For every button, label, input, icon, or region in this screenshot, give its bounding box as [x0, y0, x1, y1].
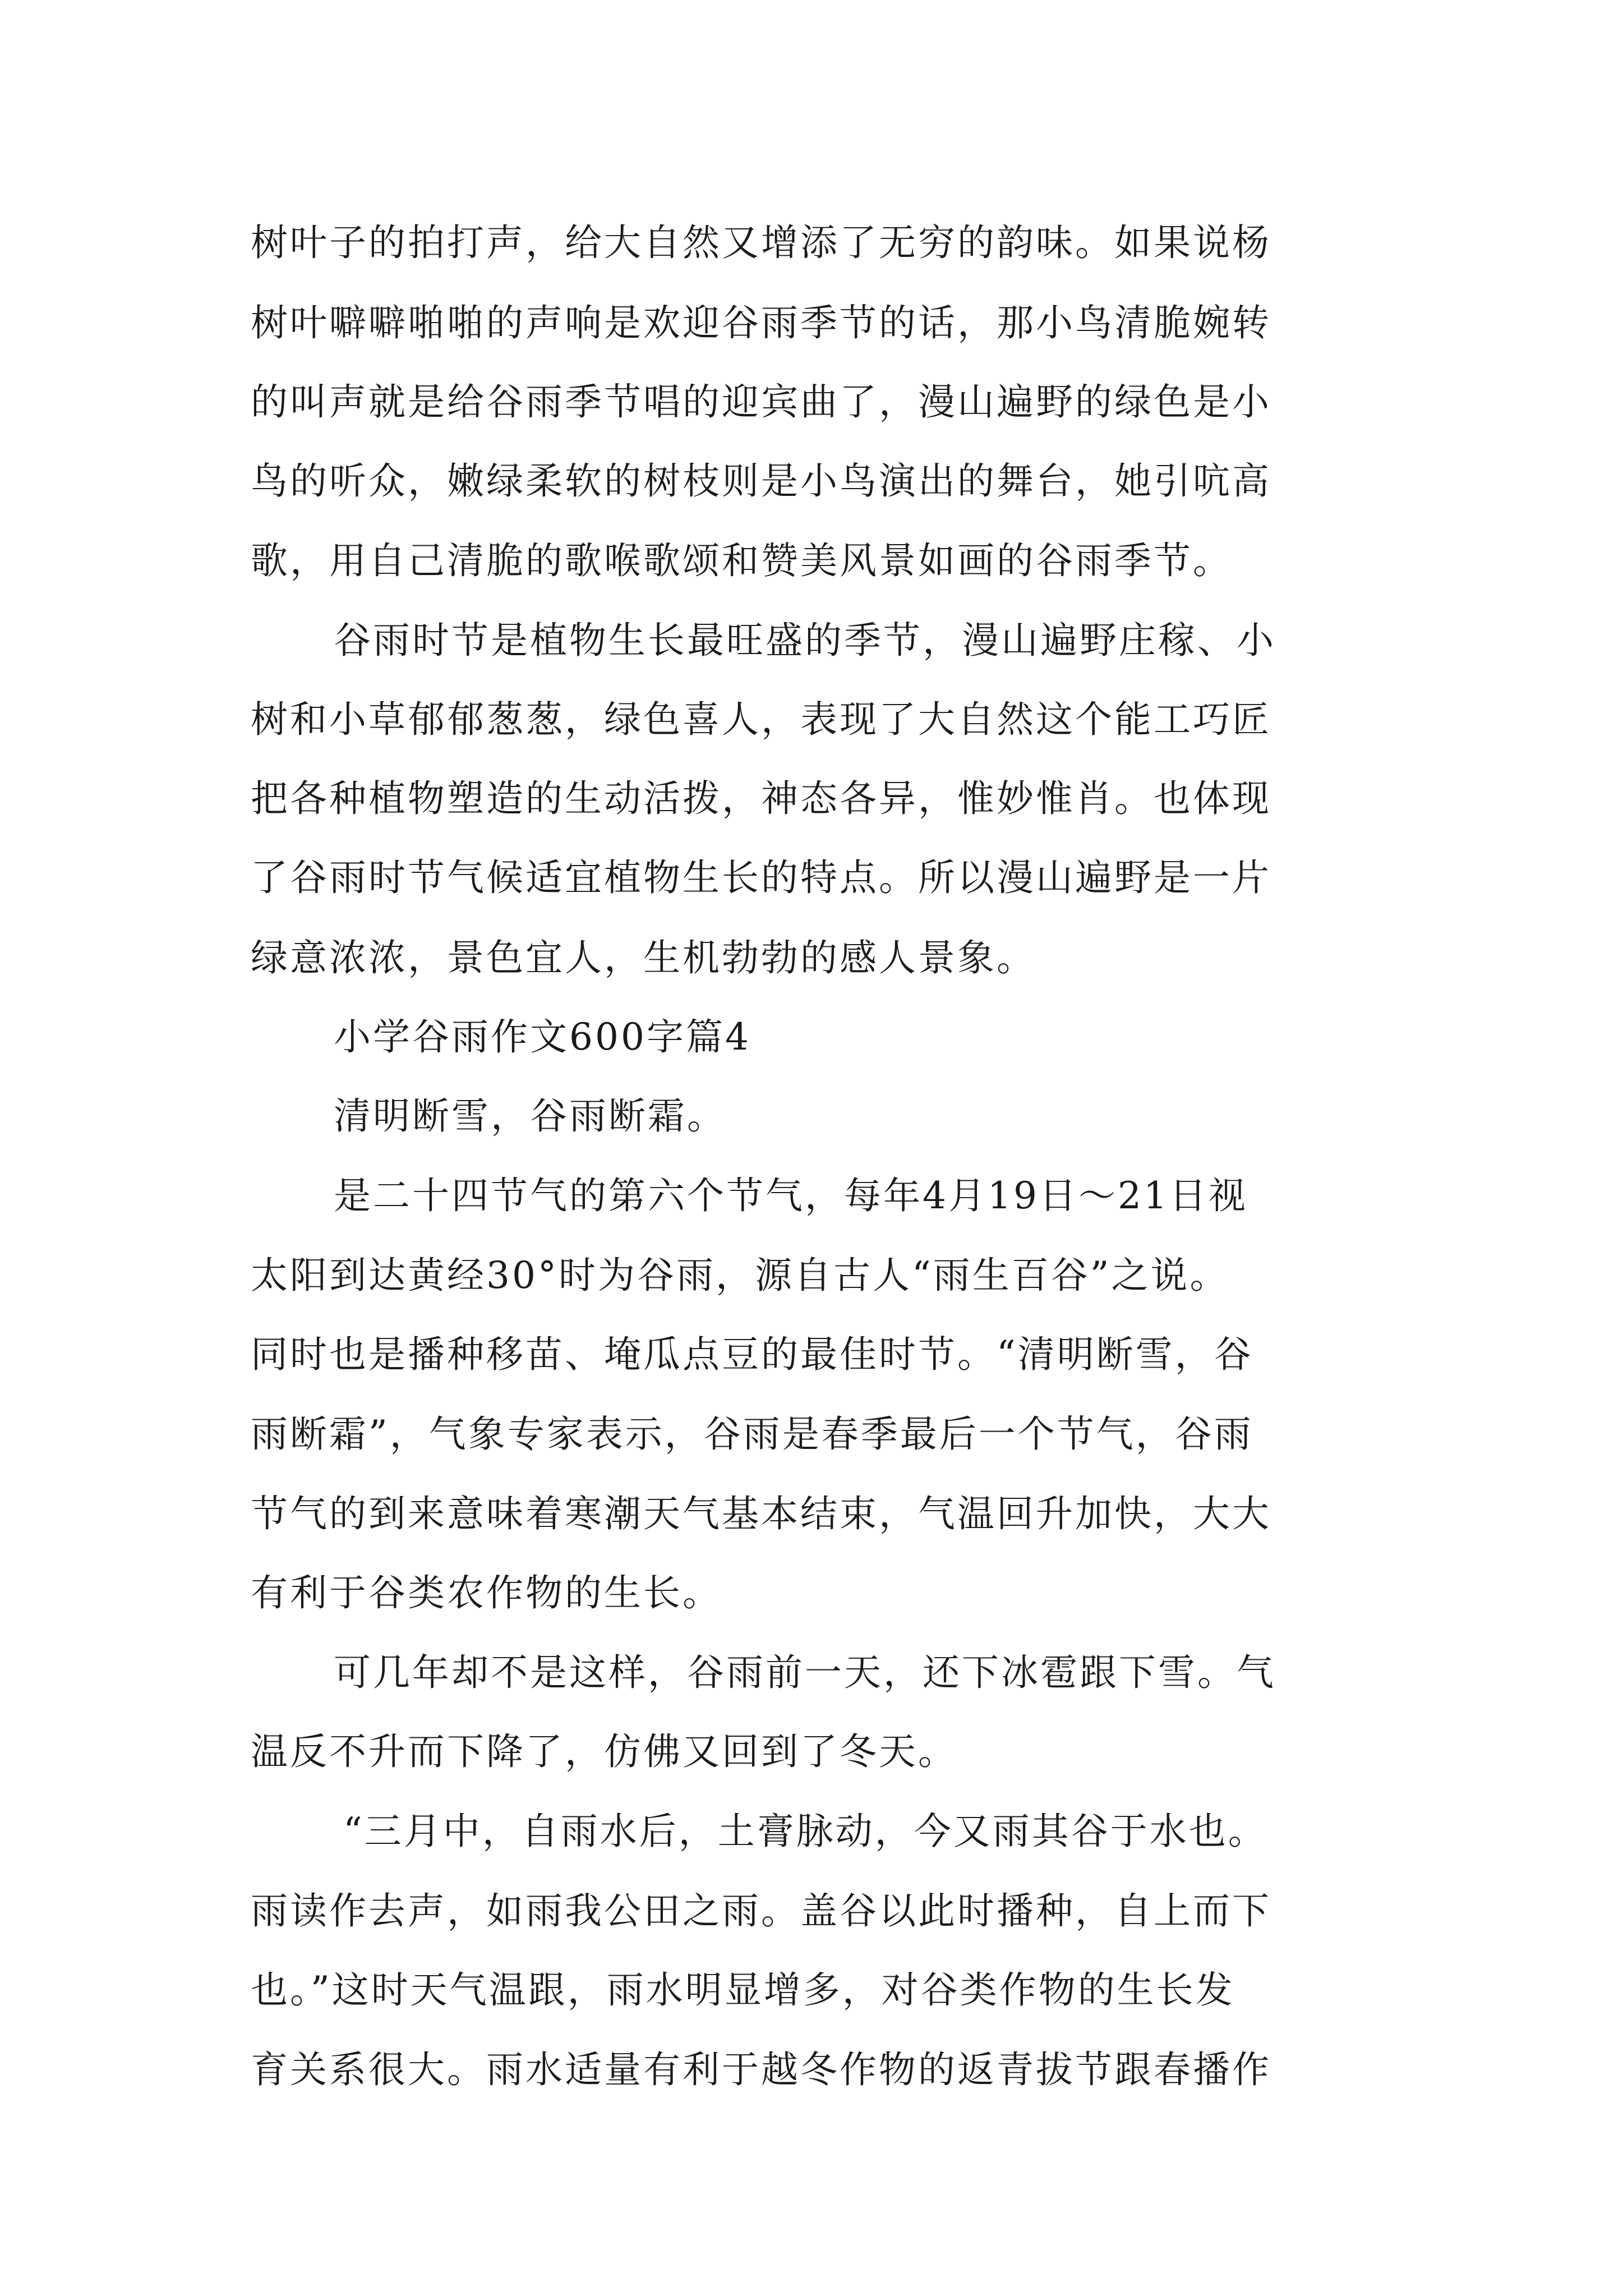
- text-line: 树叶噼噼啪啪的声响是欢迎谷雨季节的话，那小鸟清脆婉转: [251, 301, 1271, 344]
- section-heading: 小学谷雨作文600字篇4: [334, 1015, 751, 1059]
- text-line: 的叫声就是给谷雨季节唱的迎宾曲了，漫山遍野的绿色是小: [251, 380, 1271, 424]
- text-line: 也。”这时天气温跟，雨水明显增多，对谷类作物的生长发: [251, 1968, 1235, 2012]
- text-line: 绿意浓浓，景色宜人，生机勃勃的感人景象。: [251, 936, 1036, 979]
- text-line: 树和小草郁郁葱葱，绿色喜人，表现了大自然这个能工巧匠: [251, 698, 1271, 741]
- text-line: 太阳到达黄经30°时为谷雨，源自古人“雨生百谷”之说。: [251, 1254, 1229, 1297]
- text-line: 节气的到来意味着寒潮天气基本结束，气温回升加快，大大: [251, 1492, 1271, 1535]
- text-line: 了谷雨时节气候适宜植物生长的特点。所以漫山遍野是一片: [251, 856, 1271, 899]
- text-line: 雨断霜”，气象专家表示，谷雨是春季最后一个节气，谷雨: [251, 1412, 1253, 1456]
- text-line: 育关系很大。雨水适量有利于越冬作物的返青拔节跟春播作: [251, 2048, 1271, 2091]
- paragraph-start-line: “三月中，自雨水后，土膏脉动，今又雨其谷于水也。: [343, 1810, 1267, 1853]
- paragraph-start-line: 清明断雪，谷雨断霜。: [334, 1094, 726, 1138]
- text-line: 雨读作去声，如雨我公田之雨。盖谷以此时播种，自上而下: [251, 1889, 1271, 1932]
- text-line: 鸟的听众，嫩绿柔软的树枝则是小鸟演出的舞台，她引吭高: [251, 459, 1271, 503]
- paragraph-start-line: 可几年却不是这样，谷雨前一天，还下冰雹跟下雪。气: [334, 1651, 1276, 1694]
- text-line: 树叶子的拍打声，给大自然又增添了无穷的韵味。如果说杨: [251, 221, 1271, 264]
- paragraph-start-line: 是二十四节气的第六个节气，每年4月19日～21日视: [334, 1174, 1248, 1217]
- text-line: 温反不升而下降了，仿佛又回到了冬天。: [251, 1730, 957, 1773]
- text-line: 歌，用自己清脆的歌喉歌颂和赞美风景如画的谷雨季节。: [251, 539, 1232, 582]
- text-line: 把各种植物塑造的生动活拨，神态各异，惟妙惟肖。也体现: [251, 777, 1271, 820]
- text-line: 有利于谷类农作物的生长。: [251, 1571, 722, 1614]
- text-line: 同时也是播种移苗、埯瓜点豆的最佳时节。“清明断雪，谷: [251, 1333, 1253, 1376]
- paragraph-start-line: 谷雨时节是植物生长最旺盛的季节，漫山遍野庄稼、小: [334, 619, 1276, 662]
